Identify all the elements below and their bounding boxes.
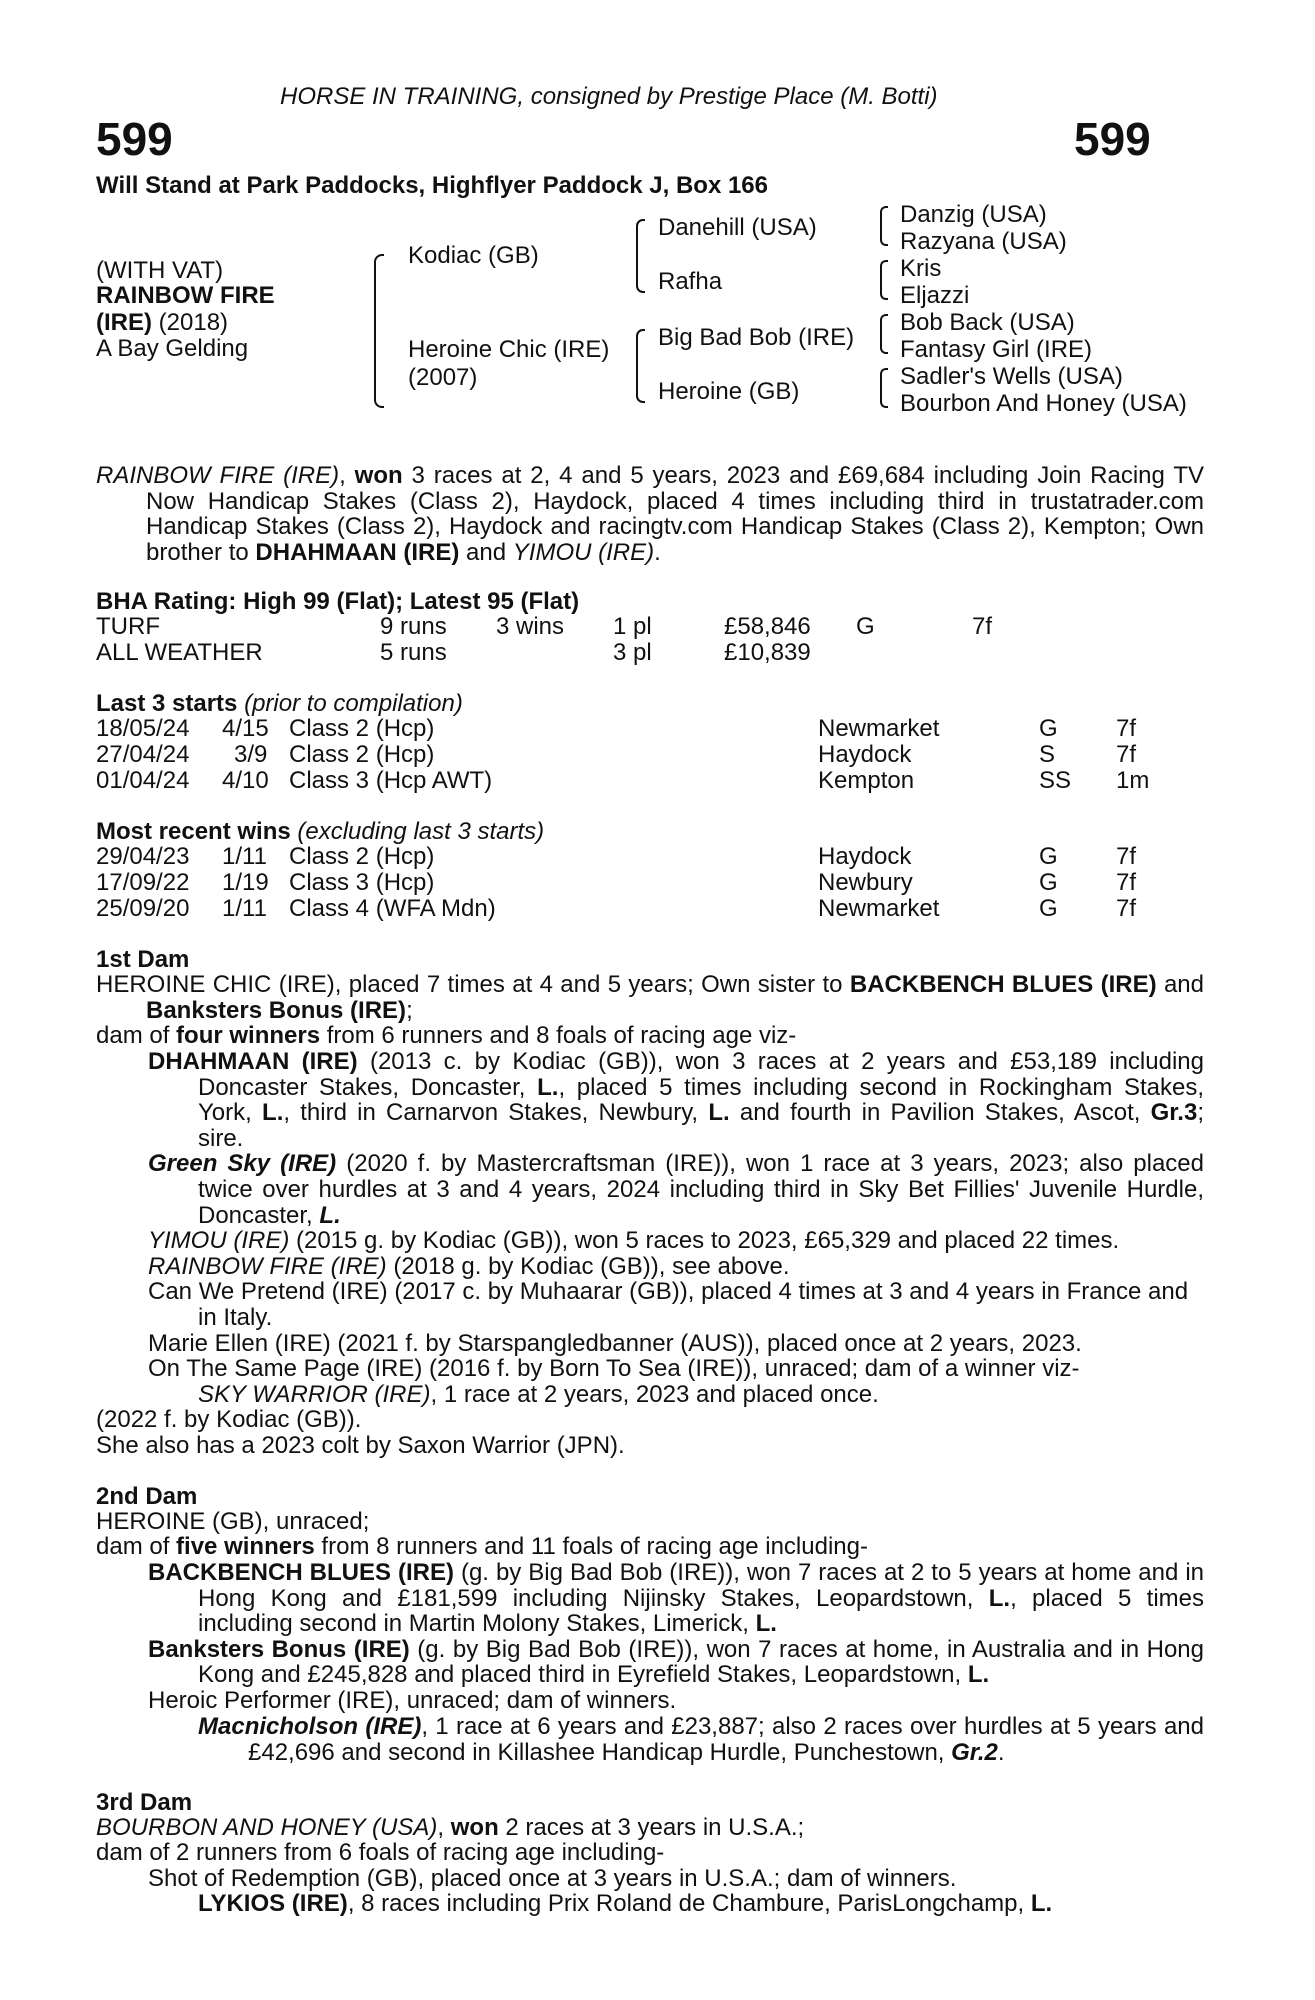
foal-2023: She also has a 2023 colt by Saxon Warrior (JPN). (96, 1432, 625, 1459)
grandprogeny-sky-warrior: SKY WARRIOR (IRE), 1 race at 2 years, 2023 and placed once. (198, 1380, 879, 1408)
horse-name: RAINBOW FIRE (96, 282, 275, 309)
recent-title: Most recent wins (excluding last 3 starts) (96, 818, 545, 845)
dam3-line1: BOURBON AND HONEY (USA), won 2 races at 3 years in U.S.A.; (96, 1814, 805, 1841)
lot-number-right: 599 (1074, 113, 1151, 165)
progeny-banksters-bonus: Banksters Bonus (IRE) (g. by Big Bad Bob (IRE)), won 7 races at home, in Australia and in Hong Kong and £245,828 and placed third in Eyrefield Stakes, Leopardstown, L. (148, 1635, 1204, 1689)
lot-number-left: 599 (96, 113, 173, 165)
progeny-dhahmaan: DHAHMAAN (IRE) (2013 c. by Kodiac (GB)), won 3 races at 2 years and £53,189 including Doncaster Stakes, Doncaster, L., placed 5 times including second in Rockingham Stakes, York, L., third in Carnarvon Stakes, Newbury, L. and fourth in Pavilion Stakes, Ascot, Gr.3; sire. (148, 1048, 1204, 1152)
vat-label: (WITH VAT) (96, 257, 224, 284)
last3-title: Last 3 starts (prior to compilation) (96, 690, 463, 717)
pedigree-brace-2 (880, 260, 888, 300)
dam2-progeny-list (148, 1560, 1204, 1714)
pedigree-dam-sire: Big Bad Bob (IRE) (658, 324, 855, 351)
pedigree-sire-sire: Danehill (USA) (658, 214, 817, 241)
dam1-title: 1st Dam (96, 946, 190, 973)
pedigree-g-8: Bourbon And Honey (USA) (900, 390, 1187, 417)
dam3-line2: dam of 2 runners from 6 foals of racing age including- (96, 1839, 665, 1866)
pedigree-dam-year: (2007) (408, 364, 478, 391)
pedigree-brace-dam (636, 329, 645, 403)
dam2-line2: dam of five winners from 8 runners and 11 foals of racing age including- (96, 1533, 868, 1560)
pedigree-g-3: Kris (900, 255, 942, 282)
grandprogeny-macnicholson: Macnicholson (IRE), 1 race at 6 years and £23,887; also 2 races over hurdles at 5 years and £42,696 and second in Killashee Handicap Hurdle, Punchestown, Gr.2. (198, 1713, 1204, 1766)
pedigree-sire: Kodiac (GB) (408, 242, 539, 269)
pedigree-dam: Heroine Chic (IRE) (408, 336, 610, 363)
pedigree-g-7: Sadler's Wells (USA) (900, 363, 1123, 390)
progeny-on-the-same-page: On The Same Page (IRE) (2016 f. by Born To Sea (IRE)), unraced; dam of a winner viz- (148, 1355, 1080, 1383)
pedigree-dam-dam: Heroine (GB) (658, 378, 800, 405)
pedigree-g-1: Danzig (USA) (900, 201, 1047, 228)
bha-rating: BHA Rating: High 99 (Flat); Latest 95 (Flat) (96, 588, 580, 615)
progeny-can-we-pretend: Can We Pretend (IRE) (2017 c. by Muhaarar (GB)), placed 4 times at 3 and 4 years in France and in Italy. (148, 1278, 1189, 1331)
dam1-intro: HEROINE CHIC (IRE), placed 7 times at 4 and 5 years; Own sister to BACKBENCH BLUES (IRE) and Banksters Bonus (IRE); dam of four winners from 6 runners and 8 foals of racing age viz- (96, 971, 1204, 1050)
consignment-line: HORSE IN TRAINING, consigned by Prestige Place (M. Botti) (280, 83, 938, 110)
progeny-yimou: YIMOU (IRE) (2015 g. by Kodiac (GB)), won 5 races to 2023, £65,329 and placed 22 times. (148, 1227, 1120, 1255)
progeny-backbench-blues: BACKBENCH BLUES (IRE) (g. by Big Bad Bob (IRE)), won 7 races at 2 to 5 years at home and in Hong Kong and £181,599 including Nijinsky Stakes, Leopardstown, L., placed 5 times including second in Martin Molony Stakes, Limerick, L. (148, 1559, 1204, 1638)
dam2-line1: HEROINE (GB), unraced; (96, 1508, 370, 1535)
pedigree-g-2: Razyana (USA) (900, 228, 1067, 255)
pedigree-brace-3 (880, 314, 888, 354)
pedigree-g-5: Bob Back (USA) (900, 309, 1075, 336)
horse-description: A Bay Gelding (96, 335, 249, 362)
stand-line: Will Stand at Park Paddocks, Highflyer Paddock J, Box 166 (96, 172, 768, 199)
dam1-progeny-list (148, 1049, 1204, 1407)
dam2-title: 2nd Dam (96, 1483, 198, 1510)
foal-2022: (2022 f. by Kodiac (GB)). (96, 1406, 362, 1433)
pedigree-brace-main (374, 254, 384, 408)
dam3-title: 3rd Dam (96, 1789, 193, 1816)
progeny-green-sky: Green Sky (IRE) (2020 f. by Mastercraftsman (IRE)), won 1 race at 3 years, 2023; also placed twice over hurdles at 3 and 4 years, 2024 including third in Sky Bet Fillies' Juvenile Hurdle, Doncaster, L. (148, 1150, 1204, 1229)
progeny-rainbow-fire: RAINBOW FIRE (IRE) (2018 g. by Kodiac (GB)), see above. (148, 1252, 790, 1280)
pedigree-brace-1 (880, 206, 888, 246)
horse-name-suffix: (IRE) (2018) (96, 309, 229, 336)
pedigree-g-6: Fantasy Girl (IRE) (900, 336, 1093, 363)
progeny-shot-of-redemption: Shot of Redemption (GB), placed once at 3 years in U.S.A.; dam of winners. (148, 1865, 957, 1892)
progeny-heroic-performer: Heroic Performer (IRE), unraced; dam of winners. (148, 1686, 677, 1714)
pedigree-sire-dam: Rafha (658, 268, 723, 295)
grandprogeny-lykios: LYKIOS (IRE), 8 races including Prix Roland de Chambure, ParisLongchamp, L. (198, 1890, 1053, 1917)
progeny-marie-ellen: Marie Ellen (IRE) (2021 f. by Starspangledbanner (AUS)), placed once at 2 years, 2023. (148, 1329, 1082, 1357)
race-summary: RAINBOW FIRE (IRE), won 3 races at 2, 4 and 5 years, 2023 and £69,684 including Join Racing TV Now Handicap Stakes (Class 2), Haydock, placed 4 times including third in trustatrader.com Handicap Stakes (Class 2), Haydock and racingtv.com Handicap Stakes (Class 2), Kempton; Own brother to DHAHMAAN (IRE) and YIMOU (IRE). (96, 462, 1204, 566)
pedigree-g-4: Eljazzi (900, 282, 970, 309)
pedigree-brace-sire (636, 219, 645, 293)
pedigree-brace-4 (880, 368, 888, 408)
